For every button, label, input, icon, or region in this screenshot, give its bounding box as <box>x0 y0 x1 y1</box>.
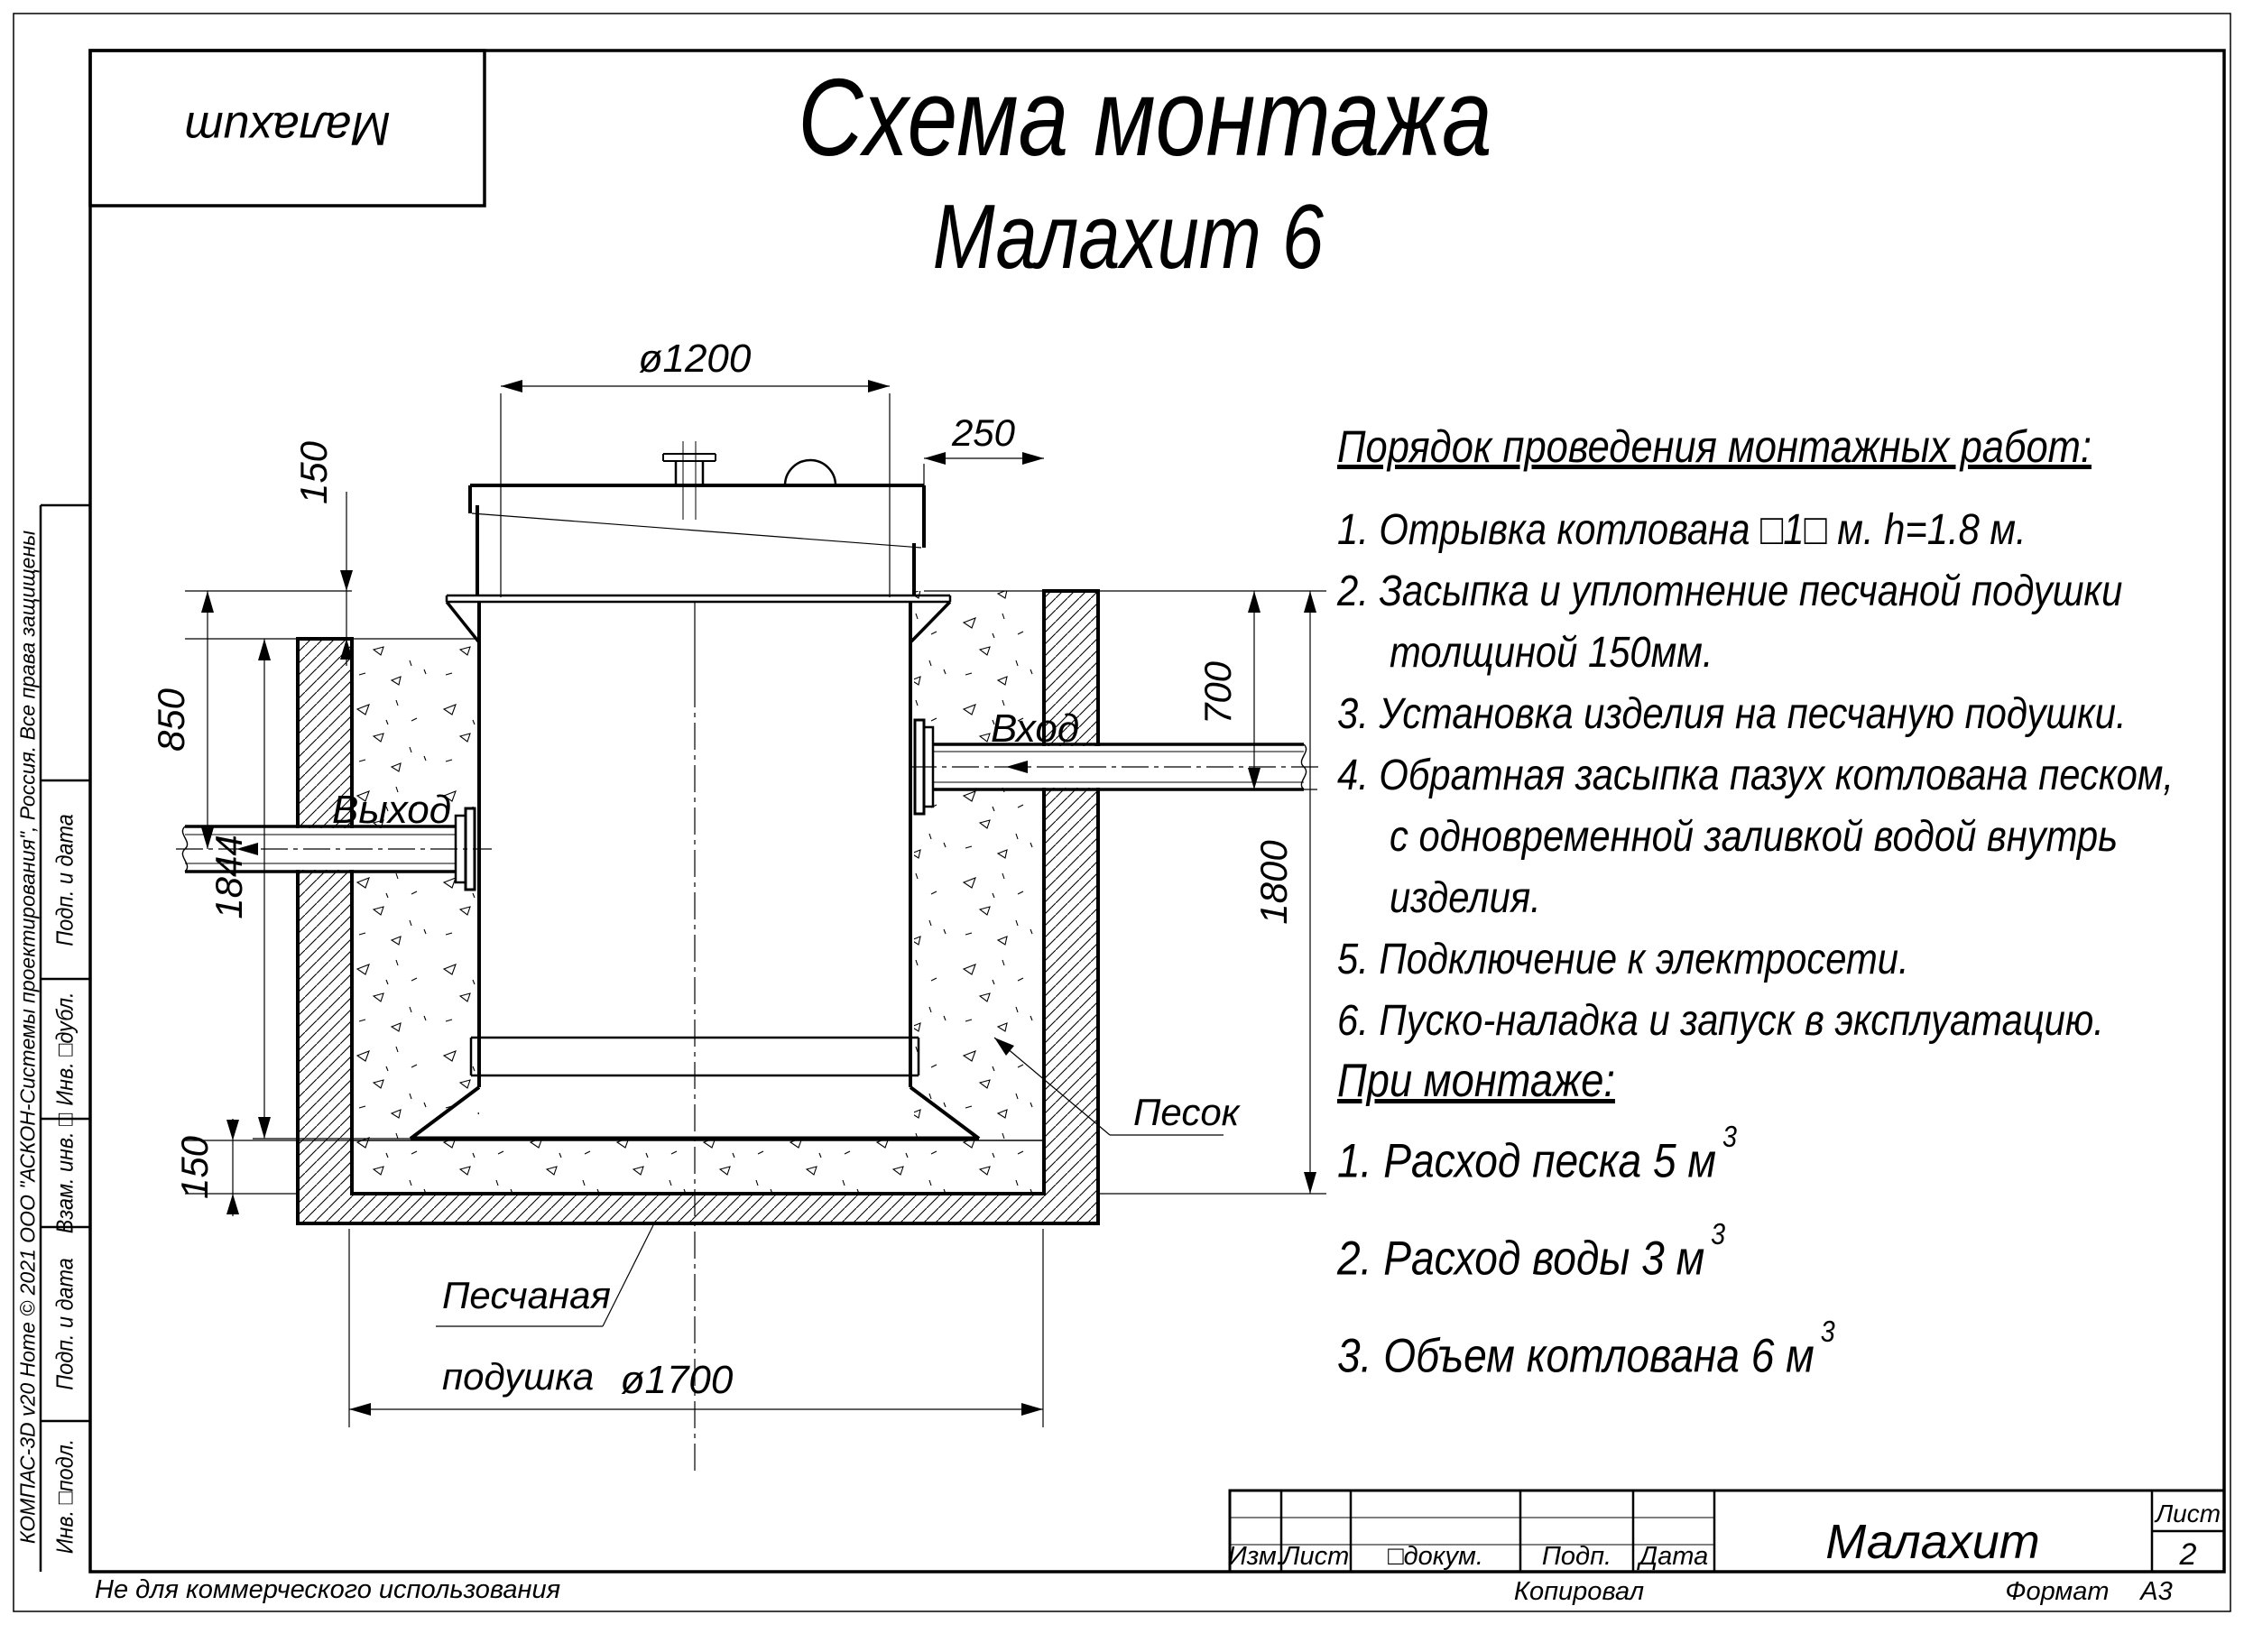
copied-label: Копировал <box>1513 1577 1645 1606</box>
sheet-title <box>722 56 1534 179</box>
dim-inlet-depth: 700 <box>1196 660 1239 725</box>
dim-lid-above-ground: 150 <box>292 440 335 505</box>
instruction-line: с одновременной заливкой водой внутрь <box>1390 813 2119 861</box>
instruction-line: 6. Пуско-наладка и запуск в эксплуатацию. <box>1337 997 2104 1045</box>
vent-pipe <box>676 461 703 485</box>
titleblock-col-date: Дата <box>1639 1542 1709 1571</box>
dim-lid-diameter: ø1200 <box>638 337 752 381</box>
stamp-cell-inv-orig: Инв. □подл. <box>51 1438 78 1555</box>
format-value: А3 <box>2140 1577 2173 1606</box>
label-inlet: Вход <box>991 706 1080 751</box>
dim-outlet-depth: 850 <box>150 688 192 752</box>
label-cushion-word2: подушка <box>442 1355 595 1398</box>
cubic-superscript: 3 <box>1820 1315 1835 1349</box>
stamp-cell-sign-date-1: Подп. и дата <box>51 814 78 946</box>
format-label: Формат <box>2005 1577 2110 1606</box>
instruction-line: 3. Установка изделия на песчаную подушки. <box>1337 690 2127 738</box>
stamp-cell-sign-date-2: Подп. и дата <box>51 1258 78 1390</box>
assembly-item: 1. Расход песка 5 м $^3$ <box>1337 1120 1737 1188</box>
corner-box-label: Малахит <box>184 102 391 154</box>
title-line1: Схема монтажа <box>798 56 1492 179</box>
assembly-item: 2. Расход воды 3 м $^3$ <box>1337 1217 1726 1286</box>
cubic-superscript: 3 <box>1711 1217 1726 1251</box>
dim-pit-depth: 1800 <box>1252 840 1295 925</box>
stamp-cell-repl-inv: Взам. инв. □ <box>51 1112 78 1234</box>
titleblock-sheet-number: 2 <box>2179 1537 2197 1572</box>
instructions-heading: Порядок проведения монтажных работ: <box>1337 421 2092 472</box>
kompas-copyright: КОМПАС-3D v20 Home © 2021 ООО "АСКОН-Системы проектирования", Россия. Все права защищены <box>15 530 40 1545</box>
instruction-line: 1. Отрывка котлована □1□ м. h=1.8 м. <box>1337 506 2027 554</box>
ground-lines <box>185 591 1326 639</box>
dim-cushion-thickness: 150 <box>173 1135 216 1200</box>
dim-pit-diameter: ø1700 <box>620 1358 734 1402</box>
dim-side-gap: 250 <box>951 411 1016 454</box>
titleblock-col-sheet: Лист <box>1281 1542 1350 1571</box>
sheet-subtitle <box>722 187 1534 288</box>
lid-handle <box>785 460 836 485</box>
assembly-heading: При монтаже: <box>1337 1055 1615 1107</box>
label-cushion-word1: Песчаная <box>442 1274 611 1316</box>
non-commercial-note: Не для коммерческого использования <box>95 1575 561 1604</box>
tank-lid <box>470 441 924 595</box>
instruction-line: изделия. <box>1390 874 1541 922</box>
label-outlet: Выход <box>332 788 452 832</box>
stamp-cell-inv-dupl: Инв. □дубл. <box>51 992 78 1106</box>
titleblock-col-doc: □докум. <box>1388 1542 1483 1571</box>
title-line2: Малахит 6 <box>932 187 1324 288</box>
tank-body <box>411 595 979 1471</box>
label-sand: Песок <box>1133 1091 1240 1133</box>
instruction-line: 2. Засыпка и уплотнение песчаной подушки <box>1337 568 2123 615</box>
titleblock-col-rev: Изм. <box>1228 1542 1284 1571</box>
cubic-superscript: 3 <box>1722 1120 1737 1154</box>
instruction-line: 5. Подключение к электросети. <box>1337 936 1909 983</box>
titleblock-sheet-label: Лист <box>2155 1500 2221 1527</box>
instruction-line: толщиной 150мм. <box>1390 629 1713 677</box>
titleblock-col-sign: Подп. <box>1541 1542 1612 1571</box>
titleblock-doc-name: Малахит <box>1825 1515 2040 1569</box>
assembly-item: 3. Объем котлована 6 м $^3$ <box>1337 1315 1835 1383</box>
dim-tank-height: 1844 <box>208 835 250 919</box>
instruction-line: 4. Обратная засыпка пазух котлована песком, <box>1337 752 2175 799</box>
